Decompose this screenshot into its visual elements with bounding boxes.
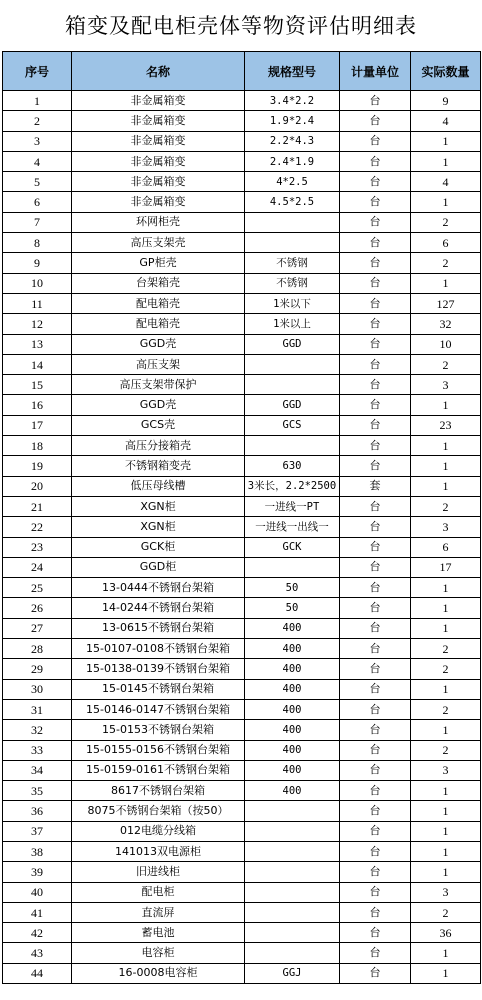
table-row <box>3 598 481 618</box>
cell-index: 7 <box>3 212 72 232</box>
cell-quantity: 3 <box>411 882 481 902</box>
cell-name: 012电缆分线箱 <box>72 821 245 841</box>
cell-unit: 台 <box>340 841 411 861</box>
cell-unit: 套 <box>340 476 411 496</box>
cell-unit: 台 <box>340 963 411 983</box>
cell-spec <box>245 436 340 456</box>
cell-index: 15 <box>3 375 72 395</box>
cell-name: 141013双电源柜 <box>72 841 245 861</box>
cell-index: 12 <box>3 314 72 334</box>
cell-quantity: 2 <box>411 354 481 374</box>
table-header <box>3 52 481 91</box>
table-row <box>3 781 481 801</box>
cell-index: 34 <box>3 760 72 780</box>
cell-index: 10 <box>3 273 72 293</box>
cell-quantity: 3 <box>411 760 481 780</box>
cell-name: 配电箱壳 <box>72 293 245 313</box>
cell-spec <box>245 821 340 841</box>
cell-quantity: 17 <box>411 557 481 577</box>
cell-unit: 台 <box>340 781 411 801</box>
cell-quantity: 2 <box>411 496 481 516</box>
cell-quantity: 3 <box>411 375 481 395</box>
cell-spec: 400 <box>245 639 340 659</box>
cell-unit: 台 <box>340 253 411 273</box>
table-row <box>3 354 481 374</box>
cell-name: 不锈钢箱变壳 <box>72 456 245 476</box>
cell-name: 15-0155-0156不锈钢台架箱 <box>72 740 245 760</box>
cell-spec <box>245 354 340 374</box>
cell-index: 23 <box>3 537 72 557</box>
cell-name: 8617不锈钢台架箱 <box>72 781 245 801</box>
cell-name: 高压支架壳 <box>72 233 245 253</box>
table-row <box>3 111 481 131</box>
cell-spec: 不锈钢 <box>245 273 340 293</box>
cell-spec: GCS <box>245 415 340 435</box>
table-row <box>3 801 481 821</box>
table-row <box>3 334 481 354</box>
cell-spec: 50 <box>245 578 340 598</box>
cell-quantity: 1 <box>411 436 481 456</box>
cell-quantity: 1 <box>411 781 481 801</box>
table-row <box>3 233 481 253</box>
cell-spec: 2.2*4.3 <box>245 131 340 151</box>
cell-spec: 400 <box>245 760 340 780</box>
table-row <box>3 841 481 861</box>
cell-spec: 4*2.5 <box>245 172 340 192</box>
cell-name: 台架箱壳 <box>72 273 245 293</box>
table-row <box>3 699 481 719</box>
cell-spec: 400 <box>245 679 340 699</box>
table-row <box>3 862 481 882</box>
table-row <box>3 375 481 395</box>
cell-unit: 台 <box>340 273 411 293</box>
table-row <box>3 496 481 516</box>
cell-unit: 台 <box>340 517 411 537</box>
cell-quantity: 127 <box>411 293 481 313</box>
cell-spec <box>245 862 340 882</box>
table-row <box>3 679 481 699</box>
cell-index: 17 <box>3 415 72 435</box>
cell-index: 4 <box>3 151 72 171</box>
cell-name: 15-0153不锈钢台架箱 <box>72 720 245 740</box>
cell-quantity: 9 <box>411 91 481 111</box>
cell-name: XGN柜 <box>72 496 245 516</box>
cell-spec <box>245 882 340 902</box>
cell-name: GGD壳 <box>72 395 245 415</box>
cell-quantity: 1 <box>411 476 481 496</box>
cell-unit: 台 <box>340 720 411 740</box>
cell-name: GP柜壳 <box>72 253 245 273</box>
cell-quantity: 4 <box>411 172 481 192</box>
cell-quantity: 1 <box>411 618 481 638</box>
cell-unit: 台 <box>340 375 411 395</box>
cell-spec <box>245 801 340 821</box>
table-row <box>3 659 481 679</box>
cell-index: 36 <box>3 801 72 821</box>
cell-unit: 台 <box>340 192 411 212</box>
cell-spec: 400 <box>245 618 340 638</box>
cell-unit: 台 <box>340 314 411 334</box>
table-row <box>3 943 481 963</box>
cell-name: 高压支架 <box>72 354 245 374</box>
cell-name: 非金属箱变 <box>72 131 245 151</box>
cell-spec: 400 <box>245 740 340 760</box>
cell-unit: 台 <box>340 659 411 679</box>
cell-quantity: 2 <box>411 659 481 679</box>
cell-name: GCS壳 <box>72 415 245 435</box>
cell-spec: 1.9*2.4 <box>245 111 340 131</box>
table-row <box>3 720 481 740</box>
cell-name: 环网柜壳 <box>72 212 245 232</box>
cell-quantity: 32 <box>411 314 481 334</box>
table-row <box>3 537 481 557</box>
cell-unit: 台 <box>340 598 411 618</box>
cell-index: 35 <box>3 781 72 801</box>
cell-quantity: 1 <box>411 151 481 171</box>
cell-index: 29 <box>3 659 72 679</box>
cell-index: 39 <box>3 862 72 882</box>
cell-unit: 台 <box>340 415 411 435</box>
cell-unit: 台 <box>340 354 411 374</box>
table-row <box>3 639 481 659</box>
table-row <box>3 517 481 537</box>
table-row <box>3 923 481 943</box>
table-row <box>3 395 481 415</box>
cell-quantity: 3 <box>411 517 481 537</box>
cell-quantity: 2 <box>411 639 481 659</box>
cell-unit: 台 <box>340 436 411 456</box>
cell-unit: 台 <box>340 496 411 516</box>
cell-unit: 台 <box>340 943 411 963</box>
table-row <box>3 151 481 171</box>
cell-name: 非金属箱变 <box>72 111 245 131</box>
cell-quantity: 1 <box>411 456 481 476</box>
cell-unit: 台 <box>340 923 411 943</box>
cell-unit: 台 <box>340 801 411 821</box>
cell-spec: 3.4*2.2 <box>245 91 340 111</box>
cell-unit: 台 <box>340 639 411 659</box>
table-row <box>3 557 481 577</box>
cell-spec <box>245 841 340 861</box>
cell-spec <box>245 557 340 577</box>
cell-index: 31 <box>3 699 72 719</box>
cell-unit: 台 <box>340 334 411 354</box>
cell-unit: 台 <box>340 882 411 902</box>
cell-unit: 台 <box>340 151 411 171</box>
cell-name: 非金属箱变 <box>72 151 245 171</box>
cell-index: 40 <box>3 882 72 902</box>
header-index: 序号 <box>3 52 72 91</box>
cell-spec: 400 <box>245 659 340 679</box>
cell-index: 28 <box>3 639 72 659</box>
cell-spec: 1米以下 <box>245 293 340 313</box>
cell-quantity: 36 <box>411 923 481 943</box>
cell-spec: 一进线一出线一 <box>245 517 340 537</box>
cell-spec: 400 <box>245 720 340 740</box>
cell-index: 41 <box>3 902 72 922</box>
cell-name: 13-0444不锈钢台架箱 <box>72 578 245 598</box>
cell-unit: 台 <box>340 902 411 922</box>
table-row <box>3 273 481 293</box>
cell-quantity: 4 <box>411 111 481 131</box>
cell-name: 高压分接箱壳 <box>72 436 245 456</box>
cell-name: 电容柜 <box>72 943 245 963</box>
cell-quantity: 1 <box>411 963 481 983</box>
cell-index: 32 <box>3 720 72 740</box>
cell-index: 33 <box>3 740 72 760</box>
cell-index: 44 <box>3 963 72 983</box>
header-unit: 计量单位 <box>340 52 411 91</box>
cell-name: 非金属箱变 <box>72 91 245 111</box>
cell-quantity: 1 <box>411 801 481 821</box>
cell-unit: 台 <box>340 395 411 415</box>
cell-spec: 630 <box>245 456 340 476</box>
cell-quantity: 6 <box>411 233 481 253</box>
table-row <box>3 963 481 983</box>
cell-name: 13-0615不锈钢台架箱 <box>72 618 245 638</box>
table-row <box>3 476 481 496</box>
header-quantity: 实际数量 <box>411 52 481 91</box>
cell-quantity: 2 <box>411 740 481 760</box>
cell-quantity: 1 <box>411 578 481 598</box>
cell-name: 非金属箱变 <box>72 192 245 212</box>
cell-name: 低压母线槽 <box>72 476 245 496</box>
table-row <box>3 740 481 760</box>
cell-index: 37 <box>3 821 72 841</box>
table-row <box>3 131 481 151</box>
cell-index: 25 <box>3 578 72 598</box>
table-row <box>3 192 481 212</box>
cell-quantity: 1 <box>411 720 481 740</box>
cell-index: 19 <box>3 456 72 476</box>
cell-unit: 台 <box>340 679 411 699</box>
cell-index: 24 <box>3 557 72 577</box>
cell-unit: 台 <box>340 537 411 557</box>
table-row <box>3 293 481 313</box>
cell-quantity: 1 <box>411 862 481 882</box>
cell-spec: GGD <box>245 395 340 415</box>
cell-name: 15-0107-0108不锈钢台架箱 <box>72 639 245 659</box>
table-row <box>3 212 481 232</box>
cell-index: 5 <box>3 172 72 192</box>
table-row <box>3 253 481 273</box>
table-row <box>3 760 481 780</box>
cell-index: 21 <box>3 496 72 516</box>
table-row <box>3 578 481 598</box>
cell-index: 20 <box>3 476 72 496</box>
cell-name: 15-0159-0161不锈钢台架箱 <box>72 760 245 780</box>
cell-spec: GCK <box>245 537 340 557</box>
cell-name: 15-0145不锈钢台架箱 <box>72 679 245 699</box>
cell-quantity: 1 <box>411 273 481 293</box>
cell-quantity: 1 <box>411 395 481 415</box>
table-row <box>3 821 481 841</box>
cell-spec: GGD <box>245 334 340 354</box>
cell-unit: 台 <box>340 293 411 313</box>
table-row <box>3 618 481 638</box>
cell-quantity: 1 <box>411 943 481 963</box>
cell-quantity: 1 <box>411 679 481 699</box>
cell-name: 14-0244不锈钢台架箱 <box>72 598 245 618</box>
table-row <box>3 91 481 111</box>
cell-quantity: 1 <box>411 841 481 861</box>
cell-spec: 2.4*1.9 <box>245 151 340 171</box>
table-row <box>3 436 481 456</box>
cell-index: 22 <box>3 517 72 537</box>
table-row <box>3 415 481 435</box>
cell-name: 蓄电池 <box>72 923 245 943</box>
cell-unit: 台 <box>340 699 411 719</box>
table-row <box>3 456 481 476</box>
cell-name: 配电柜 <box>72 882 245 902</box>
cell-name: GCK柜 <box>72 537 245 557</box>
cell-index: 16 <box>3 395 72 415</box>
cell-unit: 台 <box>340 740 411 760</box>
cell-index: 13 <box>3 334 72 354</box>
cell-quantity: 1 <box>411 821 481 841</box>
cell-quantity: 1 <box>411 131 481 151</box>
cell-index: 9 <box>3 253 72 273</box>
cell-unit: 台 <box>340 760 411 780</box>
cell-name: 15-0138-0139不锈钢台架箱 <box>72 659 245 679</box>
header-name: 名称 <box>72 52 245 91</box>
cell-unit: 台 <box>340 111 411 131</box>
cell-name: 配电箱壳 <box>72 314 245 334</box>
cell-spec: GGJ <box>245 963 340 983</box>
cell-index: 42 <box>3 923 72 943</box>
cell-name: 15-0146-0147不锈钢台架箱 <box>72 699 245 719</box>
cell-spec <box>245 212 340 232</box>
table-row <box>3 314 481 334</box>
cell-index: 6 <box>3 192 72 212</box>
cell-index: 30 <box>3 679 72 699</box>
cell-quantity: 2 <box>411 212 481 232</box>
cell-name: 8075不锈钢台架箱（按50） <box>72 801 245 821</box>
cell-name: GGD柜 <box>72 557 245 577</box>
cell-index: 14 <box>3 354 72 374</box>
cell-unit: 台 <box>340 862 411 882</box>
table-row <box>3 172 481 192</box>
cell-name: 直流屏 <box>72 902 245 922</box>
cell-index: 26 <box>3 598 72 618</box>
cell-unit: 台 <box>340 578 411 598</box>
table-body <box>3 91 481 984</box>
cell-name: 高压支架带保护 <box>72 375 245 395</box>
cell-index: 18 <box>3 436 72 456</box>
cell-quantity: 2 <box>411 253 481 273</box>
header-row <box>3 52 481 91</box>
cell-quantity: 2 <box>411 902 481 922</box>
table-row <box>3 882 481 902</box>
cell-name: GGD壳 <box>72 334 245 354</box>
cell-unit: 台 <box>340 821 411 841</box>
cell-index: 11 <box>3 293 72 313</box>
cell-spec <box>245 923 340 943</box>
cell-spec <box>245 943 340 963</box>
header-spec: 规格型号 <box>245 52 340 91</box>
cell-unit: 台 <box>340 91 411 111</box>
cell-unit: 台 <box>340 131 411 151</box>
cell-index: 2 <box>3 111 72 131</box>
cell-quantity: 1 <box>411 598 481 618</box>
cell-quantity: 1 <box>411 192 481 212</box>
cell-index: 27 <box>3 618 72 638</box>
cell-index: 43 <box>3 943 72 963</box>
cell-spec: 一进线一PT <box>245 496 340 516</box>
cell-unit: 台 <box>340 618 411 638</box>
cell-unit: 台 <box>340 233 411 253</box>
cell-spec: 3米长，2.2*2500 <box>245 476 340 496</box>
cell-spec: 不锈钢 <box>245 253 340 273</box>
cell-index: 3 <box>3 131 72 151</box>
cell-name: 非金属箱变 <box>72 172 245 192</box>
cell-unit: 台 <box>340 456 411 476</box>
cell-spec: 400 <box>245 699 340 719</box>
cell-spec: 400 <box>245 781 340 801</box>
cell-spec <box>245 902 340 922</box>
cell-index: 38 <box>3 841 72 861</box>
cell-unit: 台 <box>340 212 411 232</box>
table-row <box>3 902 481 922</box>
cell-quantity: 10 <box>411 334 481 354</box>
cell-unit: 台 <box>340 172 411 192</box>
cell-spec: 50 <box>245 598 340 618</box>
cell-unit: 台 <box>340 557 411 577</box>
cell-spec <box>245 233 340 253</box>
cell-name: XGN柜 <box>72 517 245 537</box>
asset-table <box>2 51 481 984</box>
cell-spec <box>245 375 340 395</box>
cell-spec: 1米以上 <box>245 314 340 334</box>
cell-index: 1 <box>3 91 72 111</box>
cell-index: 8 <box>3 233 72 253</box>
cell-quantity: 6 <box>411 537 481 557</box>
page-title: 箱变及配电柜壳体等物资评估明细表 <box>65 14 417 38</box>
cell-spec: 4.5*2.5 <box>245 192 340 212</box>
cell-quantity: 23 <box>411 415 481 435</box>
cell-name: 旧进线柜 <box>72 862 245 882</box>
cell-quantity: 2 <box>411 699 481 719</box>
cell-name: 16-0008电容柜 <box>72 963 245 983</box>
